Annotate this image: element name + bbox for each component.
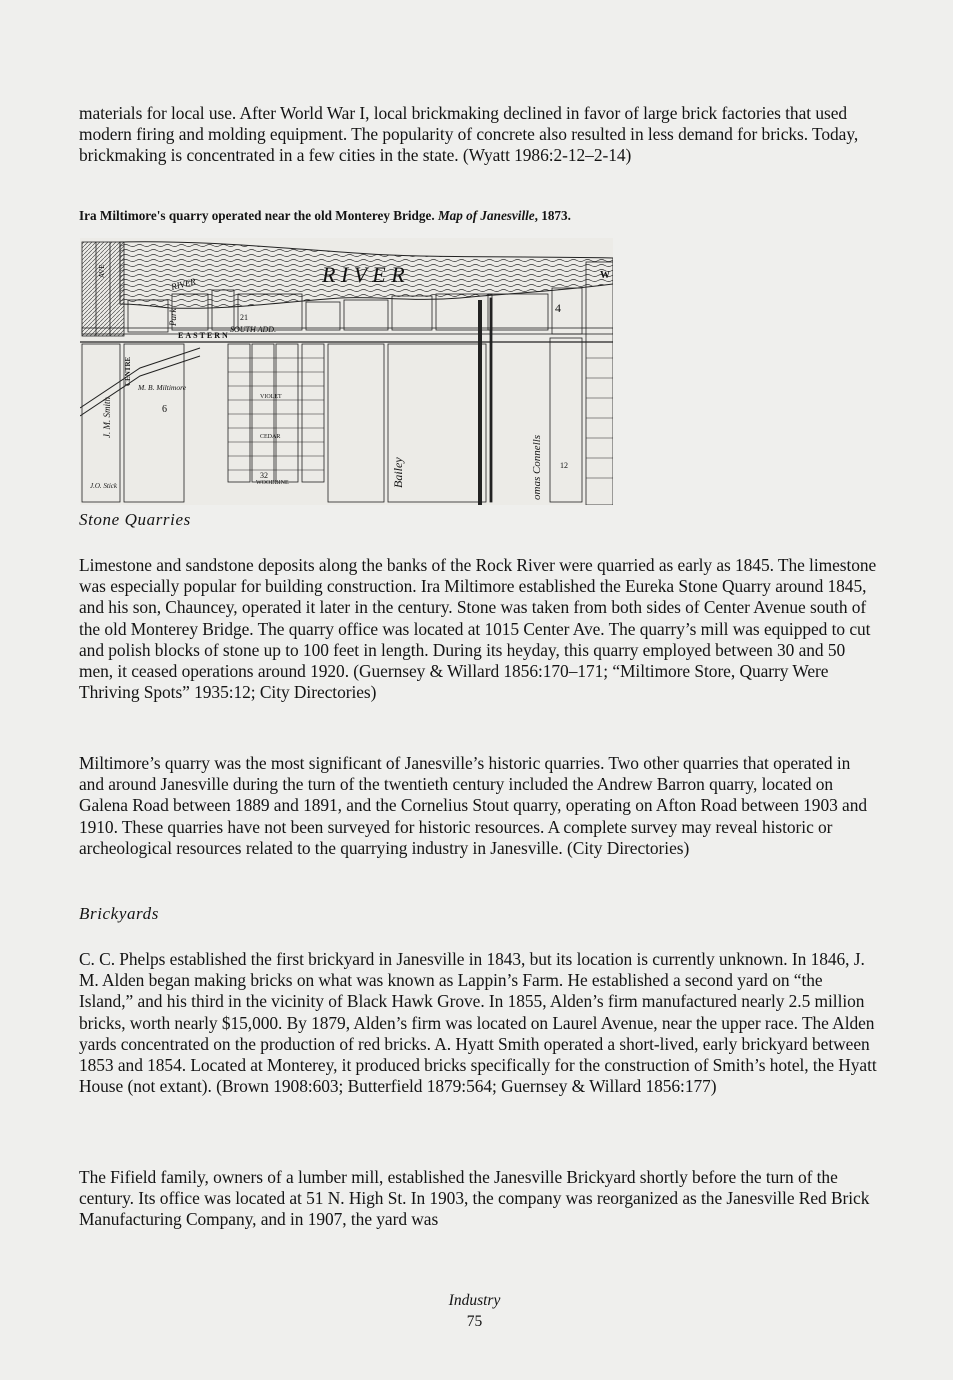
map-label-connells: omas Connells <box>531 434 543 500</box>
map-label-num4: 4 <box>555 301 561 315</box>
map-label-river-small: RIVER <box>170 276 197 292</box>
figure-caption <box>79 208 571 224</box>
map-label-stick: J.O. Stick <box>90 482 118 490</box>
map-label-num32: 32 <box>260 471 268 480</box>
map-label-num6: 6 <box>162 404 167 415</box>
map-label-park: Park <box>168 308 178 326</box>
map-label-river: R I V E R <box>322 262 405 287</box>
caption-main: Ira Miltimore's quarry operated near the old Monterey Bridge. <box>79 208 438 223</box>
map-label-ave: AVE <box>98 264 106 278</box>
intro-paragraph: materials for local use. After World War I, local brickmaking declined in favor of large brick factories that used modern firing and molding equipment. The popularity of concrete also resulted in less demand for bricks. Today, brickmaking is concentrated in a few cities in the state. (Wyatt 1986:2-12–2-14) <box>79 103 859 166</box>
page-number: 75 <box>466 1313 483 1330</box>
brick-paragraph-1: C. C. Phelps established the first brickyard in Janesville in 1843, but its location is currently unknown. In 1846, J. M. Alden began making bricks on what was known as Lappin’s Farm. He established a second yard on “the Island,” and his third in the vicinity of Black Hawk Grove. In 1855, Alden’s firm manufactured nearly 2.5 million bricks, worth nearly $15,000. By 1879, Alden’s firm was located on Laurel Avenue, near the upper race. The Alden yards concentrated on the production of red bricks. A. Hyatt Smith operated a short-lived, early brickyard between 1853 and 1854. Located at Monterey, it produced bricks specifically for the construction of Smith’s hotel, the Hyatt House (not extant). (Brown 1908:603; Butterfield 1879:564; Guernsey & Willard 1856:177) <box>79 949 877 1097</box>
map-label-cedar: CEDAR <box>260 434 281 440</box>
footer-section-title: Industry <box>448 1292 501 1309</box>
map-label-smith: J. M. Smith <box>102 397 112 438</box>
stone-paragraph-1: Limestone and sandstone deposits along the banks of the Rock River were quarried as early as 1845. The limestone was especially popular for building construction. Ira Miltimore established the Eureka Stone Quarry around 1845, and his son, Chauncey, operated it later in the century. Stone was taken from both sides of Center Avenue south of the old Monterey Bridge. The quarry office was located at 1015 Center Ave. The quarry’s mill was equipped to cut and polish blocks of stone up to 100 feet in length. During its heyday, this quarry employed between 30 and 50 men, it ceased operations around 1920. (Guernsey & Willard 1856:170–171; “Miltimore Store, Quarry Were Thriving Spots” 1935:12; City Directories) <box>79 555 877 703</box>
map-label-violet: VIOLET <box>260 394 282 400</box>
caption-source: Map of Janesville <box>437 208 535 223</box>
map-label-centre: CENTRE <box>124 356 132 386</box>
map-label-miltimore: M. B. Miltimore <box>138 383 187 392</box>
map-label-num12: 12 <box>560 461 568 470</box>
brick-paragraph-2: The Fifield family, owners of a lumber mill, established the Janesville Brickyard shortly before the turn of the century. Its office was located at 51 N. High St. In 1903, the company was reorganized as the Janesville Red Brick Manufacturing Company, and in 1907, the yard was <box>79 1167 870 1230</box>
map-label-eastern: EASTERN <box>178 331 230 340</box>
stone-paragraph-2: Miltimore’s quarry was the most significant of Janesville’s historic quarries. Two other quarries that operated in and around Janesville during the turn of the twentieth century included the Andrew Barron quarry, located on Galena Road between 1889 and 1891, and the Cornelius Stout quarry, operating on Afton Road between 1903 and 1910. These quarries have not been surveyed for historic resources. A complete survey may reveal historic or archeological resources related to the quarrying industry in Janesville. (City Directories) <box>79 753 867 858</box>
heading-brickyards: Brickyards <box>79 904 159 923</box>
map-label-w: W <box>600 270 610 281</box>
historic-map-figure <box>80 238 613 505</box>
map-label-woodbine: WOODBINE <box>256 480 289 486</box>
map-label-bailey: Bailey <box>391 457 405 488</box>
map-label-south-add: SOUTH ADD. <box>230 325 277 334</box>
caption-year: , 1873. <box>534 208 571 223</box>
map-label-num21: 21 <box>240 313 248 322</box>
heading-stone-quarries: Stone Quarries <box>79 510 191 529</box>
